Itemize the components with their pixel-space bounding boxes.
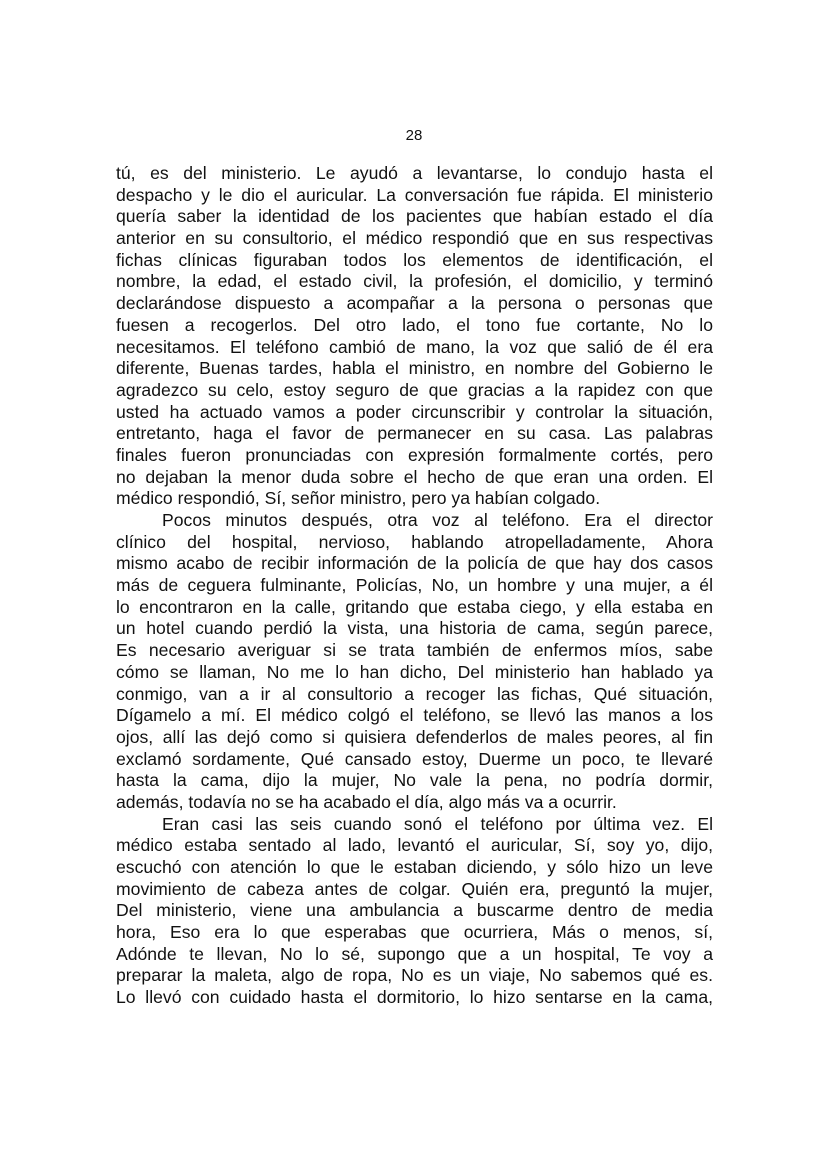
text-line: escuchó con atención lo que le estaban diciendo, y sólo hizo un leve bbox=[116, 857, 713, 877]
text-line: agradezco su celo, estoy seguro de que gracias a la rapidez con que bbox=[116, 379, 713, 400]
text-line: un hotel cuando perdió la vista, una historia de cama, según parece, bbox=[116, 618, 713, 639]
text-line: además, todavía no se ha acabado el día, algo más va a ocurrir. bbox=[116, 791, 617, 812]
text-line: Eran casi las seis cuando sonó el teléfono por última vez. El bbox=[162, 813, 713, 834]
text-line: mismo acabo de recibir información de la policía de que hay dos casos bbox=[116, 553, 713, 574]
text-line: diferente, Buenas tardes, habla el ministro, en nombre del Gobierno le bbox=[116, 358, 713, 379]
text-line: Pocos minutos después, otra voz al teléfono. Era el director bbox=[162, 510, 713, 530]
text-line: nombre, la edad, el estado civil, la profesión, el domicilio, y terminó bbox=[116, 271, 713, 292]
text-line: clínico del hospital, nervioso, hablando atropelladamente, Ahora bbox=[116, 531, 713, 552]
text-line: médico respondió, Sí, señor ministro, pero ya habían colgado. bbox=[116, 488, 601, 509]
text-line: Del ministerio, viene una ambulancia a buscarme dentro de media bbox=[116, 900, 713, 921]
text-line: ojos, allí las dejó como si quisiera defenderlos de males peores, al fin bbox=[116, 726, 713, 747]
text-line: despacho y le dio el auricular. La conversación fue rápida. El ministerio bbox=[116, 184, 713, 205]
text-line: más de ceguera fulminante, Policías, No, un hombre y una mujer, a él bbox=[116, 575, 713, 596]
text-line: finales fueron pronunciadas con expresión formalmente cortés, pero bbox=[116, 444, 713, 465]
text-line: fuesen a recogerlos. Del otro lado, el tono fue cortante, No lo bbox=[116, 314, 713, 335]
page-number: 28 bbox=[405, 127, 423, 144]
text-line: Dígamelo a mí. El médico colgó el teléfono, se llevó las manos a los bbox=[116, 705, 713, 726]
text-line: fichas clínicas figuraban todos los elementos de identificación, el bbox=[116, 249, 713, 270]
text-line: declarándose dispuesto a acompañar a la persona o personas que bbox=[116, 293, 713, 314]
text-line: preparar la maleta, algo de ropa, No es un viaje, No sabemos qué es. bbox=[116, 965, 713, 986]
text-line: tú, es del ministerio. Le ayudó a levantarse, lo condujo hasta el bbox=[116, 163, 713, 183]
text-line: hasta la cama, dijo la mujer, No vale la pena, no podría dormir, bbox=[116, 770, 713, 791]
text-line: no dejaban la menor duda sobre el hecho de que eran una orden. El bbox=[116, 466, 713, 487]
text-line: cómo se llaman, No me lo han dicho, Del ministerio han hablado ya bbox=[116, 661, 713, 682]
body-text bbox=[116, 163, 713, 1009]
text-line: movimiento de cabeza antes de colgar. Quién era, preguntó la mujer, bbox=[116, 878, 713, 899]
text-line: exclamó sordamente, Qué cansado estoy, Duerme un poco, te llevaré bbox=[116, 748, 713, 769]
text-line: necesitamos. El teléfono cambió de mano, la voz que salió de él era bbox=[116, 336, 713, 357]
text-line: anterior en su consultorio, el médico respondió que en sus respectivas bbox=[116, 228, 713, 249]
text-line: Es necesario averiguar si se trata también de enfermos míos, sabe bbox=[116, 640, 713, 661]
text-line: Lo llevó con cuidado hasta el dormitorio, lo hizo sentarse en la cama, bbox=[116, 987, 713, 1008]
text-line: conmigo, van a ir al consultorio a recoger las fichas, Qué situación, bbox=[116, 683, 713, 704]
text-line: entretanto, haga el favor de permanecer en su casa. Las palabras bbox=[116, 423, 713, 444]
text-line: médico estaba sentado al lado, levantó el auricular, Sí, soy yo, dijo, bbox=[116, 835, 713, 856]
text-line: Adónde te llevan, No lo sé, supongo que a un hospital, Te voy a bbox=[116, 943, 713, 964]
text-line: usted ha actuado vamos a poder circunscribir y controlar la situación, bbox=[116, 401, 713, 422]
text-line: quería saber la identidad de los pacientes que habían estado el día bbox=[116, 206, 713, 227]
text-line: lo encontraron en la calle, gritando que estaba ciego, y ella estaba en bbox=[116, 596, 713, 617]
text-line: hora, Eso era lo que esperabas que ocurriera, Más o menos, sí, bbox=[116, 922, 713, 943]
